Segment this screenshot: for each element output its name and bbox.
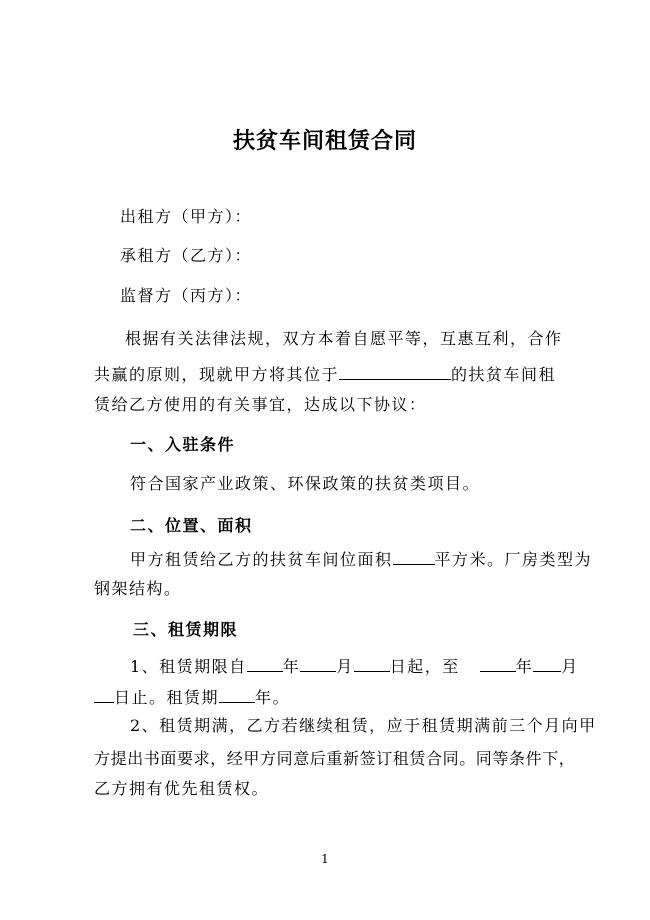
clause-1-day-end: 日止。租赁期 xyxy=(114,688,220,707)
section-2-line-1-after: 平方米。厂房类型为 xyxy=(434,550,593,569)
end-day-blank xyxy=(94,686,114,703)
clause-1-month2-label: 月 xyxy=(561,657,579,676)
end-year-blank xyxy=(480,655,516,672)
section-1-body: 符合国家产业政策、环保政策的扶贫类项目。 xyxy=(130,474,481,493)
clause-1-year-tail: 年。 xyxy=(255,688,291,707)
party-supervisor-label: 监督方（丙方）： xyxy=(120,286,253,305)
page-number: 1 xyxy=(321,852,329,866)
start-year-blank xyxy=(247,655,283,672)
section-2-line-2: 钢架结构。 xyxy=(94,579,182,598)
clause-2-line-2: 方提出书面要求，经甲方同意后重新签订租赁合同。同等条件下， xyxy=(94,749,576,768)
preamble-line-2-before: 共赢的原则，现就甲方将其位于 xyxy=(94,365,340,384)
clause-1-year2-label: 年 xyxy=(515,657,534,676)
clause-2-line-1: 2、租赁期满，乙方若继续租赁，应于租赁期满前三个月向甲 xyxy=(130,716,597,735)
section-2-line-1-before: 甲方租赁给乙方的扶贫车间位面积 xyxy=(130,550,393,569)
start-day-blank xyxy=(354,655,390,672)
clause-1-prefix: 1、租赁期限自 xyxy=(130,657,247,676)
party-lessor-label: 出租方（甲方）： xyxy=(120,207,253,226)
end-month-blank xyxy=(533,655,561,672)
term-years-blank xyxy=(219,686,255,703)
section-2-line-1 xyxy=(130,548,592,570)
area-blank xyxy=(393,548,435,565)
preamble-line-3: 赁给乙方使用的有关事宜，达成以下协议： xyxy=(94,395,427,414)
section-1-heading: 一、入驻条件 xyxy=(130,435,236,454)
clause-1-month-label: 月 xyxy=(336,657,354,676)
section-2-heading: 二、位置、面积 xyxy=(130,516,253,535)
clause-1-line-2 xyxy=(94,686,290,708)
preamble-line-1: 根据有关法律法规，双方本着自愿平等，互惠互利，合作 xyxy=(125,329,563,348)
section-3-heading: 三、租赁期限 xyxy=(133,620,239,639)
clause-2-line-3: 乙方拥有优先租赁权。 xyxy=(94,779,270,798)
start-month-blank xyxy=(300,655,336,672)
clause-1-line-1 xyxy=(130,655,579,677)
document-title: 扶贫车间租赁合同 xyxy=(232,128,417,154)
location-blank xyxy=(339,363,451,380)
preamble-line-2 xyxy=(94,363,556,385)
preamble-line-2-after: 的扶贫车间租 xyxy=(451,365,557,384)
clause-1-year-label: 年 xyxy=(282,657,301,676)
clause-1-day-from: 日起，至 xyxy=(389,657,460,676)
party-lessee-label: 承租方（乙方）： xyxy=(120,246,253,265)
